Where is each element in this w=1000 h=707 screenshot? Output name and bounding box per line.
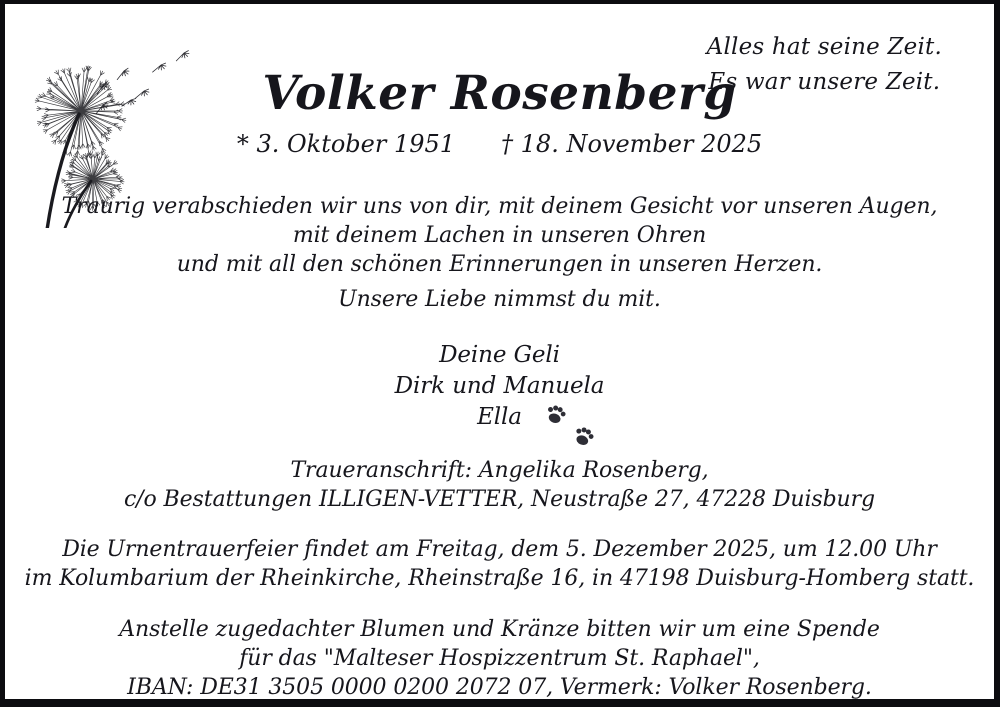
mourner-line-2: Dirk und Manuela [394, 373, 605, 399]
love-line: Unsere Liebe nimmst du mit. [338, 287, 661, 312]
epigraph-line-1: Alles hat seine Zeit. [706, 34, 942, 60]
death-date: † 18. November 2025 [501, 130, 763, 158]
ceremony-line-1: Die Urnentrauerfeier findet am Freitag, dem 5. Dezember 2025, um 12.00 Uhr [62, 537, 937, 562]
epigraph-line-2: Es war unsere Zeit. [708, 69, 941, 95]
address-line-1: Traueranschrift: Angelika Rosenberg, [290, 458, 709, 483]
ceremony-line-2: im Kolumbarium der Rheinkirche, Rheinstraße 16, in 47198 Duisburg-Homberg statt. [24, 566, 975, 591]
life-dates [5, 128, 994, 160]
deceased-name: Volker Rosenberg [262, 66, 737, 121]
mourner-line-1: Deine Geli [439, 342, 560, 368]
farewell-line-1: Traurig verabschieden wir uns von dir, mit deinem Gesicht vor unseren Augen, [61, 194, 938, 219]
birth-date: * 3. Oktober 1951 [236, 130, 456, 158]
ceremony-info [5, 535, 994, 593]
farewell-paragraph [5, 192, 994, 279]
mourning-address [5, 456, 994, 514]
donation-line-1: Anstelle zugedachter Blumen und Kränze bitten wir um eine Spende [119, 617, 880, 642]
donation-line-2: für das "Malteser Hospizzentrum St. Raphael", [239, 646, 760, 671]
mourner-line-3: Ella [477, 404, 522, 430]
donation-info [5, 615, 994, 702]
mourners-list [5, 340, 994, 433]
address-line-2: c/o Bestattungen ILLIGEN-VETTER, Neustraße 27, 47228 Duisburg [123, 487, 876, 512]
donation-line-3: IBAN: DE31 3505 0000 0200 2072 07, Vermerk: Volker Rosenberg. [127, 675, 872, 700]
farewell-line-3: und mit all den schönen Erinnerungen in unseren Herzen. [176, 252, 823, 277]
farewell-line-2: mit deinem Lachen in unseren Ohren [292, 223, 707, 248]
paw-prints-icon [540, 400, 604, 454]
